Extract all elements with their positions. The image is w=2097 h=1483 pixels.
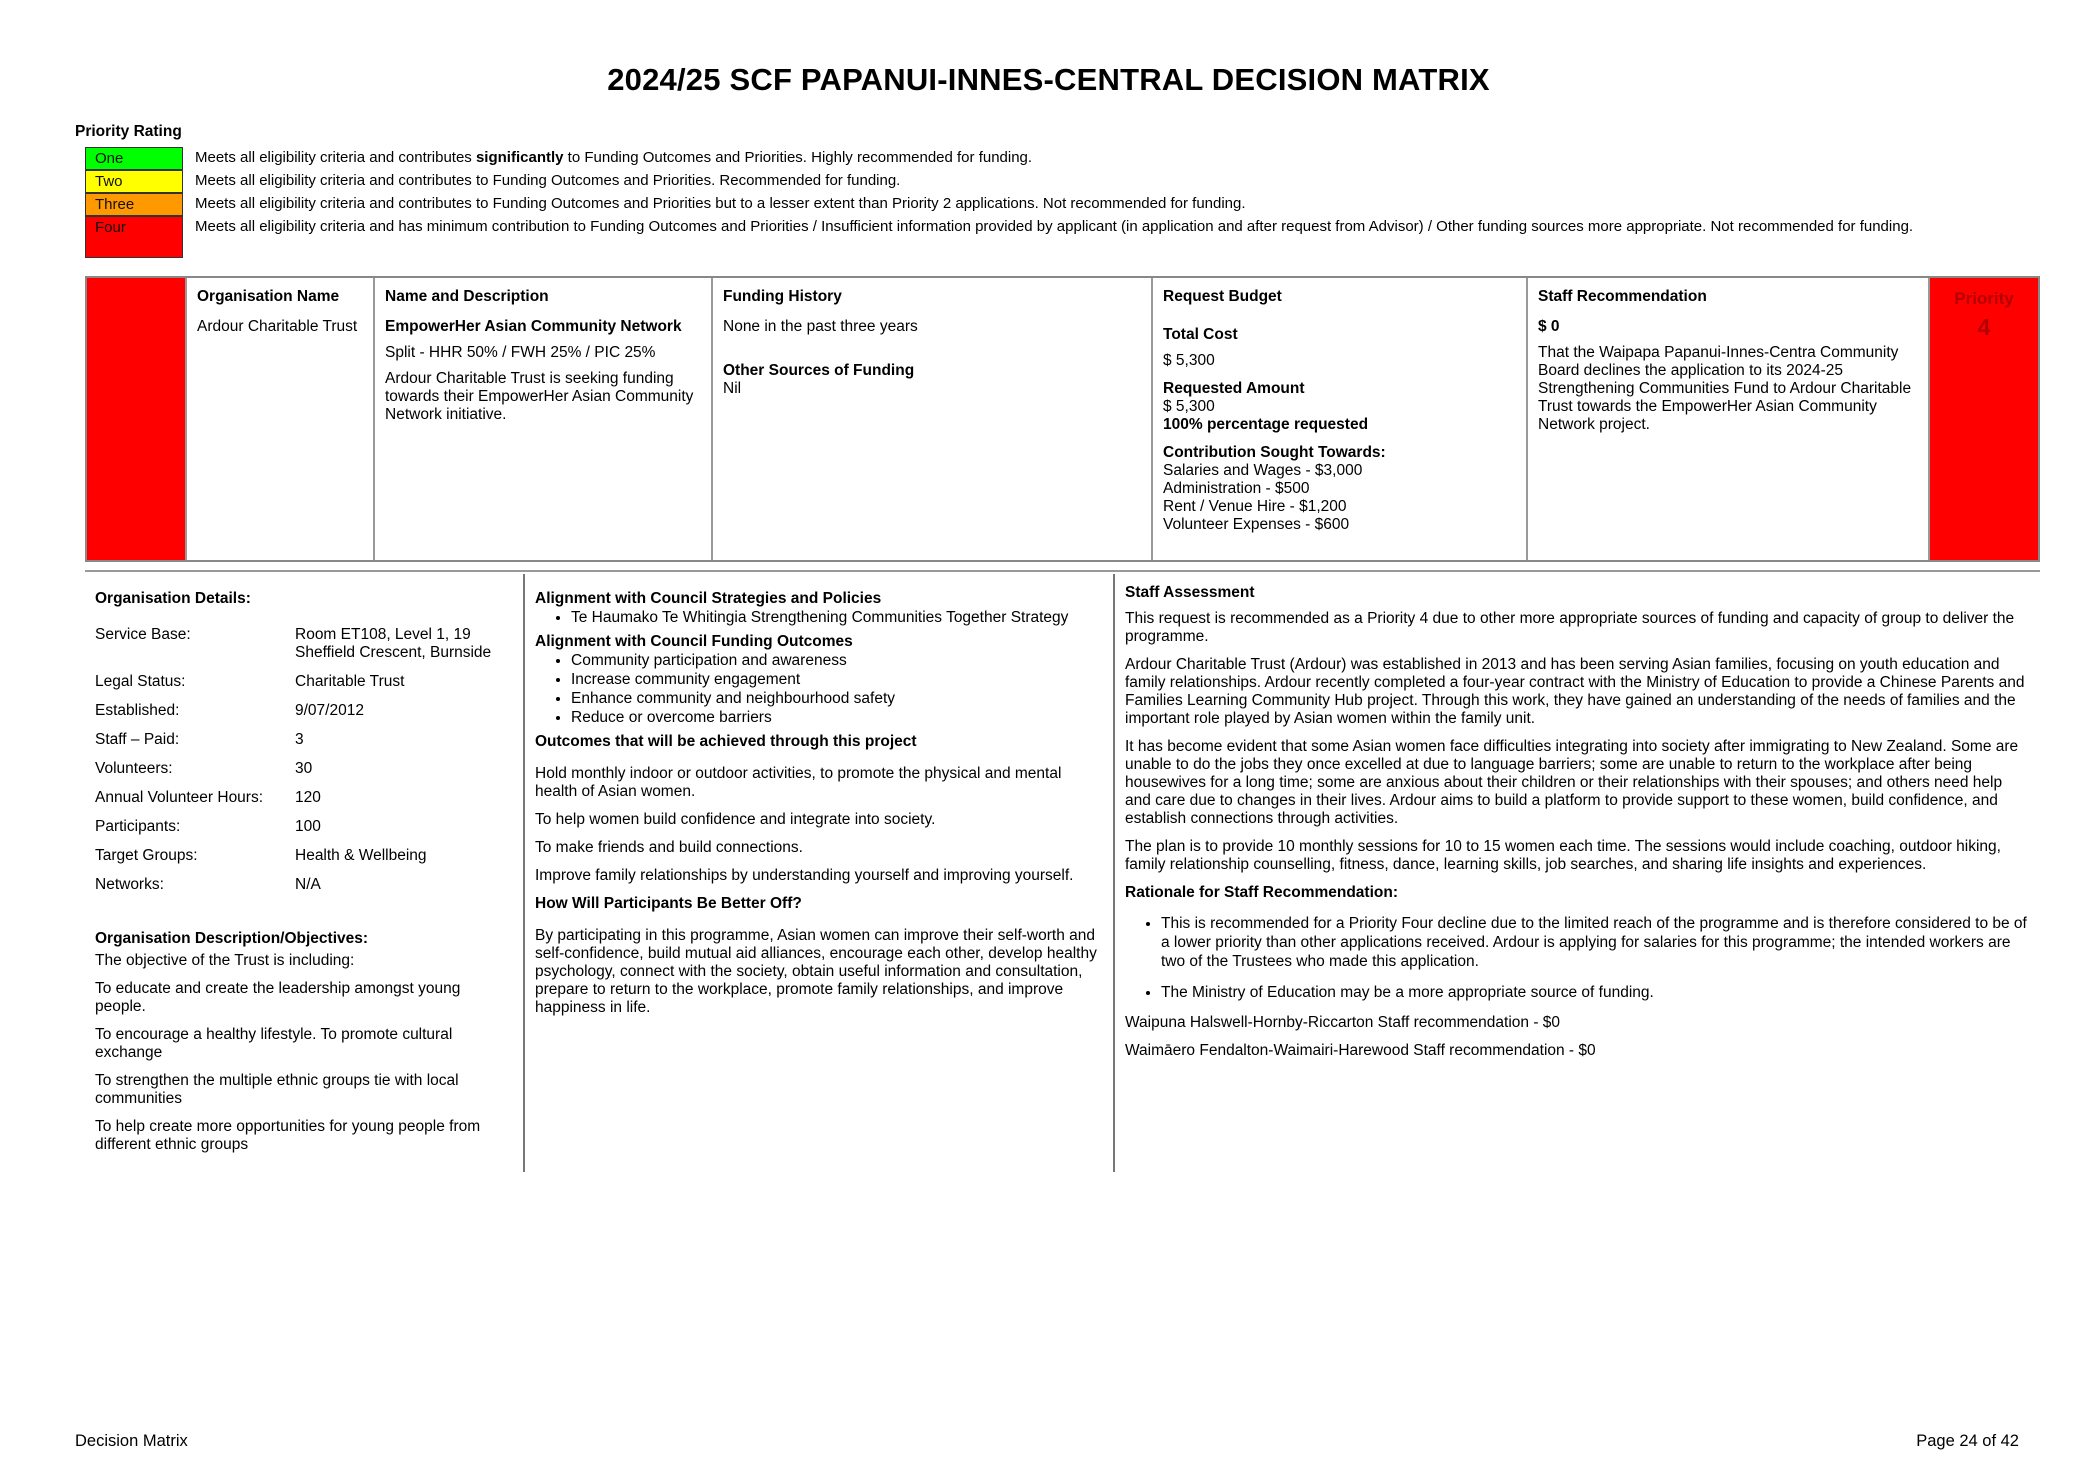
funding-split: Split - HHR 50% / FWH 25% / PIC 25% <box>385 344 656 361</box>
project-outcome-item: To make friends and build connections. <box>535 839 803 856</box>
details-section <box>85 574 2040 1172</box>
detail-label: Participants: <box>95 818 181 835</box>
legend-text-one-pre: Meets all eligibility criteria and contributes <box>195 149 476 166</box>
staff-recommendation-header: Staff Recommendation <box>1538 288 1707 305</box>
org-description-heading: Organisation Description/Objectives: <box>95 930 369 947</box>
strategies-heading: Alignment with Council Strategies and Policies <box>535 590 882 607</box>
footer-page-number: Page 24 of 42 <box>1916 1432 2019 1450</box>
rationale-heading: Rationale for Staff Recommendation: <box>1125 884 1398 901</box>
project-outcome-item: Improve family relationships by understanding yourself and improving yourself. <box>535 867 1074 884</box>
organisation-details-column <box>85 574 525 1172</box>
strategy-item: • Te Haumako Te Whitingia Strengthening Communities Together Strategy <box>571 608 1103 627</box>
priority-header: Priority <box>1954 289 2014 308</box>
legend-text-three: Meets all eligibility criteria and contributes to Funding Outcomes and Priorities but to a lesser extent than Priority 2 applications. Not recommended for funding. <box>195 195 1246 212</box>
funding-outcome-item: • Increase community engagement <box>571 670 1103 689</box>
legend-row-two <box>85 170 2015 193</box>
org-details-heading: Organisation Details: <box>95 590 251 607</box>
detail-value: 100 <box>295 818 321 835</box>
other-board-recommendation: Waimāero Fendalton-Waimairi-Harewood Staff recommendation - $0 <box>1125 1042 1596 1059</box>
requested-amount-value: $ 5,300 <box>1163 398 1215 415</box>
detail-label: Staff – Paid: <box>95 731 180 748</box>
detail-value: 9/07/2012 <box>295 702 364 719</box>
legend-swatch-two: Two <box>85 170 183 193</box>
project-description: Ardour Charitable Trust is seeking funding towards their EmpowerHer Asian Community Network initiative. <box>385 370 694 423</box>
requested-amount-label: Requested Amount <box>1163 380 1305 397</box>
detail-label: Networks: <box>95 876 164 893</box>
staff-recommendation-text: That the Waipapa Papanui-Innes-Centra Community Board declines the application to its 2024-25 Strengthening Communities Fund to Ardour Charitable Trust towards the EmpowerHer Asian Community Network project. <box>1538 344 1912 433</box>
detail-label: Volunteers: <box>95 760 173 777</box>
priority-legend <box>85 147 2015 258</box>
detail-value: 3 <box>295 731 304 748</box>
org-details-grid <box>95 626 513 894</box>
detail-value: 120 <box>295 789 321 806</box>
other-board-recommendation: Waipuna Halswell-Hornby-Riccarton Staff recommendation - $0 <box>1125 1014 1561 1031</box>
contribution-item: Volunteer Expenses - $600 <box>1163 516 1350 533</box>
org-description-paragraph: To help create more opportunities for young people from different ethnic groups <box>95 1118 481 1153</box>
alignment-column <box>525 574 1115 1172</box>
project-outcome-item: To help women build confidence and integrate into society. <box>535 811 936 828</box>
rationale-list <box>1125 914 2030 1002</box>
legend-text-two: Meets all eligibility criteria and contributes to Funding Outcomes and Priorities. Recommended for funding. <box>195 172 901 189</box>
funding-history-value: None in the past three years <box>723 318 918 335</box>
assessment-paragraph: Ardour Charitable Trust (Ardour) was established in 2013 and has been serving Asian families, focusing on youth education and family relationships. Ardour recently completed a four-year contract with the Ministry of Education to provide a Chinese Parents and Families Learning Community Hub project. Through this work, they have gained an understanding of the needs of families and the important role played by Asian women within the family unit. <box>1125 656 2025 727</box>
funding-history-header: Funding History <box>723 288 842 305</box>
request-budget-header: Request Budget <box>1163 288 1282 305</box>
contribution-item: Rent / Venue Hire - $1,200 <box>1163 498 1347 515</box>
detail-label: Annual Volunteer Hours: <box>95 789 264 806</box>
contribution-item: Salaries and Wages - $3,000 <box>1163 462 1363 479</box>
project-outcome-item: Hold monthly indoor or outdoor activities, to promote the physical and mental health of Asian women. <box>535 765 1062 800</box>
total-cost-value: $ 5,300 <box>1163 352 1215 369</box>
detail-label: Service Base: <box>95 626 191 643</box>
detail-value: Room ET108, Level 1, 19 Sheffield Crescent, Burnside <box>295 626 492 661</box>
org-description-paragraph: To educate and create the leadership amongst young people. <box>95 980 461 1015</box>
priority-value: 4 <box>1977 314 1991 340</box>
funding-history-cell <box>713 278 1153 560</box>
detail-value: Charitable Trust <box>295 673 405 690</box>
legend-row-one <box>85 147 2015 170</box>
better-off-text: By participating in this programme, Asian women can improve their self-worth and self-confidence, build mutual aid alliances, encourage each other, develop healthy psychology, connect with the society, obtain useful information and consultation, prepare to return to the workplace, promote family relationships, and improve happiness in life. <box>535 927 1097 1016</box>
name-description-header: Name and Description <box>385 288 549 305</box>
contribution-item: Administration - $500 <box>1163 480 1310 497</box>
detail-label: Legal Status: <box>95 673 186 690</box>
detail-value: N/A <box>295 876 321 893</box>
legend-text-one-bold: significantly <box>475 149 564 166</box>
funding-outcomes-list <box>535 651 1103 727</box>
assessment-paragraph: This request is recommended as a Priority 4 due to other more appropriate sources of funding and capacity of group to deliver the programme. <box>1125 610 2015 645</box>
legend-text-four: Meets all eligibility criteria and has minimum contribution to Funding Outcomes and Priorities / Insufficient information provided by applicant (in application and after request from Advisor) / Other funding sources more appropriate. Not recommended for funding. <box>195 218 1914 235</box>
detail-label: Target Groups: <box>95 847 198 864</box>
legend-text-one <box>195 147 2015 167</box>
org-name-header: Organisation Name <box>197 288 340 305</box>
rationale-item: • The Ministry of Education may be a more appropriate source of funding. <box>1161 983 2030 1002</box>
priority-cell <box>1930 278 2038 560</box>
project-name: EmpowerHer Asian Community Network <box>385 318 682 335</box>
project-outcomes-heading: Outcomes that will be achieved through this project <box>535 733 917 750</box>
detail-value: Health & Wellbeing <box>295 847 427 864</box>
assessment-paragraph: It has become evident that some Asian women face difficulties integrating into society after immigrating to New Zealand. Some are unable to do the jobs they once excelled at due to language barriers; some are unable to return to the workplace after being housewives for a long time; some are anxious about their children or their relationships with their spouses; and others need help and care due to changes in their lives. Ardour aims to build a platform to provide support to these women, build confidence, and establish connections through activities. <box>1125 738 2019 827</box>
org-description-paragraph: To encourage a healthy lifestyle. To promote cultural exchange <box>95 1026 453 1061</box>
total-cost-label: Total Cost <box>1163 326 1238 343</box>
percentage-requested: 100% percentage requested <box>1163 416 1369 433</box>
rationale-item: • This is recommended for a Priority Four decline due to the limited reach of the programme and is therefore considered to be of a lower priority than other applications received. Ardour is applying for salaries for this programme; the intended workers are two of the Trustees who made this application. <box>1161 914 2030 971</box>
funding-outcome-item: • Reduce or overcome barriers <box>571 708 1103 727</box>
legend-swatch-three: Three <box>85 193 183 216</box>
contribution-label: Contribution Sought Towards: <box>1163 444 1386 461</box>
priority-color-bar <box>87 278 187 560</box>
strategies-list <box>535 608 1103 627</box>
other-sources-value: Nil <box>723 380 742 397</box>
funding-outcome-item: • Community participation and awareness <box>571 651 1103 670</box>
summary-table <box>85 276 2040 562</box>
footer-document-name: Decision Matrix <box>75 1432 188 1450</box>
better-off-heading: How Will Participants Be Better Off? <box>535 895 802 912</box>
staff-recommendation-amount: $ 0 <box>1538 318 1560 335</box>
legend-swatch-four: Four <box>85 216 183 258</box>
priority-rating-heading: Priority Rating <box>75 123 182 140</box>
request-budget-cell <box>1153 278 1528 560</box>
section-divider <box>85 570 2040 572</box>
legend-row-four <box>85 216 2015 258</box>
name-description-cell <box>375 278 713 560</box>
staff-assessment-heading: Staff Assessment <box>1125 584 1255 601</box>
detail-value: 30 <box>295 760 313 777</box>
staff-assessment-column <box>1115 574 2040 1172</box>
org-name-value: Ardour Charitable Trust <box>197 318 358 335</box>
legend-text-one-post: to Funding Outcomes and Priorities. Highly recommended for funding. <box>563 149 1033 166</box>
funding-outcome-item: • Enhance community and neighbourhood safety <box>571 689 1103 708</box>
org-name-cell <box>187 278 375 560</box>
legend-row-three <box>85 193 2015 216</box>
other-sources-label: Other Sources of Funding <box>723 362 915 379</box>
org-description-paragraph: The objective of the Trust is including: <box>95 952 355 969</box>
legend-swatch-one: One <box>85 147 183 170</box>
page-title: 2024/25 SCF PAPANUI-INNES-CENTRAL DECISION MATRIX <box>607 62 1490 97</box>
detail-label: Established: <box>95 702 180 719</box>
org-description-paragraph: To strengthen the multiple ethnic groups tie with local communities <box>95 1072 459 1107</box>
assessment-paragraph: The plan is to provide 10 monthly sessions for 10 to 15 women each time. The sessions would include coaching, outdoor hiking, family relationship counselling, fitness, dance, learning skills, job searches, and sharing life insights and experiences. <box>1125 838 2001 873</box>
funding-outcomes-heading: Alignment with Council Funding Outcomes <box>535 633 853 650</box>
staff-recommendation-cell <box>1528 278 1930 560</box>
